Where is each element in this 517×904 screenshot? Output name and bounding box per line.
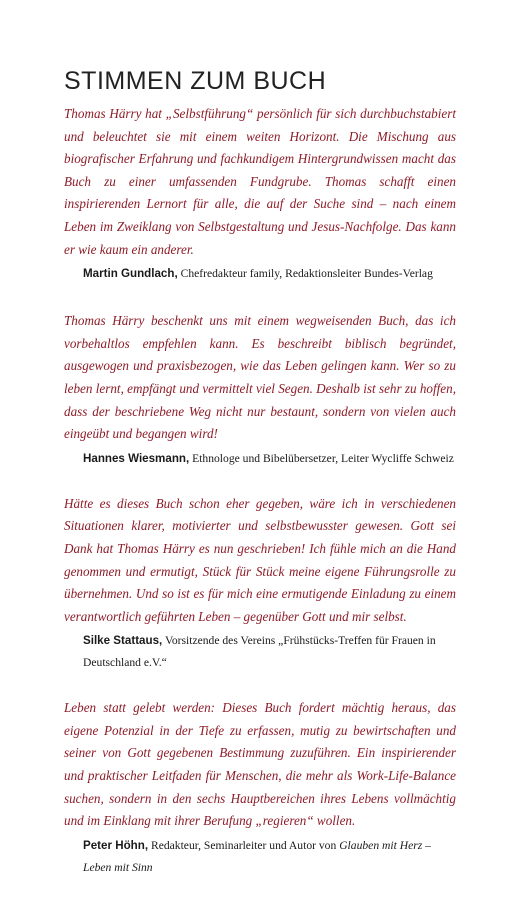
- testimonial-role: Chefredakteur family, Redaktionsleiter Bundes-Verlag: [177, 267, 433, 281]
- testimonial-quote: Hätte es dieses Buch schon eher gegeben, wäre ich in verschiedenen Situationen klarer, motivierter und selbstbewusster gewesen. Gott sei Dank hat Thomas Härry es nun geschrieben! Ich fühle mich an die Hand genommen und ermutigt, Stück für Stück meine eigene Führungsrolle zu übernehmen. Und so ist es für mich eine ermutigende Einladung zu einem verantwortlich geführten Leben – gegenüber Gott und mir selbst.: [64, 495, 456, 624]
- testimonial-quote: Thomas Härry hat „Selbstführung“ persönlich für sich durchbuchstabiert und beleuchtet sie mit einem weiten Horizont. Die Mischung aus biografischer Erfahrung und fachkundigem Hintergrundwissen macht das Buch zu einer umfassenden Fundgrube. Thomas schafft einen inspirierenden Lernort für alle, die auf der Suche sind – nach einem Leben im Zweiklang von Selbstgestaltung und Jesus-Nachfolge. Das kann er wie kaum ein anderer.: [64, 106, 456, 257]
- testimonial-attribution: [83, 630, 456, 674]
- testimonial-3: [64, 493, 456, 675]
- testimonial-quote: Thomas Härry beschenkt uns mit einem wegweisenden Buch, das ich vorbehaltlos empfehlen kann. Es beschreibt biblisch begründet, ausgewogen und praxisbezogen, wie das Leben gelingen kann. Wer so zu leben lernt, empfängt und vermittelt viel Segen. Deshalb ist sehr zu hoffen, dass der beschriebene Weg nicht nur bestaunt, sondern von vielen auch eingeübt und begangen wird!: [64, 313, 456, 442]
- testimonial-book-title: Glauben mit Herz – Leben mit Sinn: [83, 838, 431, 874]
- testimonial-attribution: [83, 835, 456, 879]
- testimonial-role: Redakteur, Seminarleiter und Autor von: [148, 838, 340, 852]
- testimonial-role: Ethnologe und Bibelübersetzer, Leiter Wycliffe Schweiz: [189, 451, 454, 465]
- testimonial-attribution: [83, 448, 456, 470]
- testimonial-4: [64, 697, 456, 879]
- testimonial-quote: Leben statt gelebt werden: Dieses Buch fordert mächtig heraus, das eigene Potenzial in der Tiefe zu erfassen, mutig zu bewirtschaften und seiner von Gott gegebenen Bestimmung zuzuführen. Ein inspirierender und praktischer Leitfaden für Menschen, die mehr als Work-Life-Balance suchen, sondern in den sechs Hauptbereichen ihres Lebens vollmächtig und im Einklang mit ihrer Berufung „regieren“ wollen.: [64, 700, 456, 829]
- testimonials-page: [64, 66, 456, 904]
- testimonial-author: Hannes Wiesmann,: [83, 451, 190, 465]
- testimonial-author: Silke Stattaus,: [83, 634, 163, 648]
- testimonial-1: [64, 103, 456, 285]
- page-title: STIMMEN ZUM BUCH: [64, 67, 327, 95]
- testimonial-author: Martin Gundlach,: [83, 267, 178, 281]
- testimonial-2: [64, 310, 456, 470]
- testimonial-author: Peter Höhn,: [83, 838, 149, 852]
- testimonial-role: Vorsitzende des Vereins „Frühstücks-Treffen für Frauen in Deutschland e.V.“: [83, 634, 436, 670]
- testimonial-attribution: [83, 263, 456, 285]
